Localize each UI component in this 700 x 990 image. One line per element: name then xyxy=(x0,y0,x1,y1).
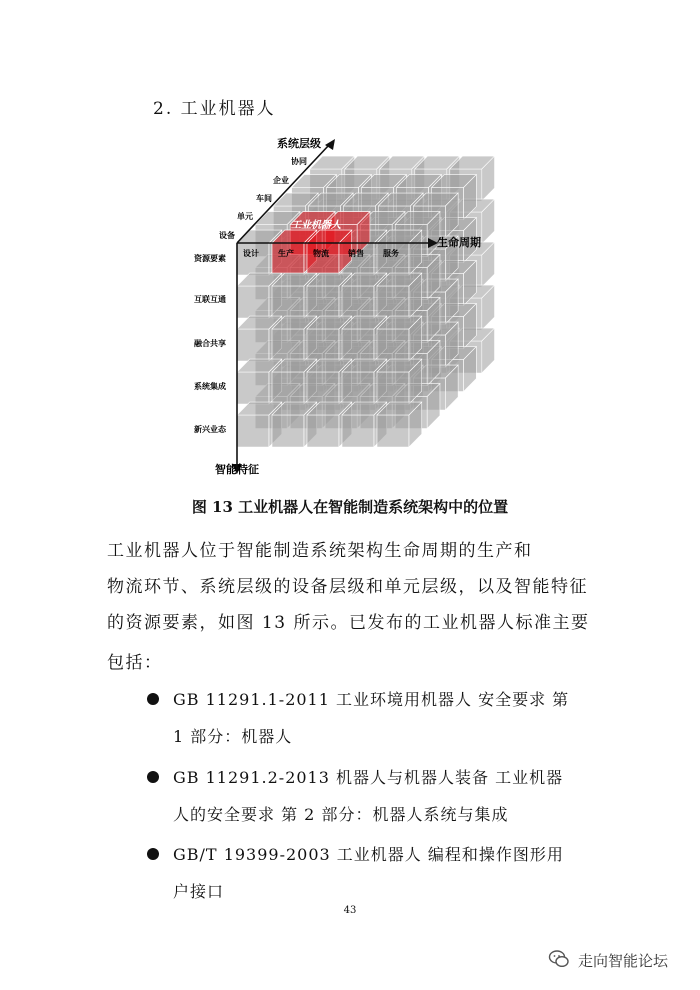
highlight-cube xyxy=(307,243,339,273)
paragraph-line: 包括： xyxy=(107,653,163,673)
highlight-label: 工业机器人 xyxy=(291,220,341,231)
system-level-label: 单元 xyxy=(237,212,253,221)
standard-item-line: GB 11291.2-2013 机器人与机器人装备 工业机器 xyxy=(173,768,564,787)
grid-cube xyxy=(237,415,269,447)
paragraph-line: 工业机器人位于智能制造系统架构生命周期的生产和 xyxy=(107,541,533,561)
standard-item-line: GB 11291.1-2011 工业环境用机器人 安全要求 第 xyxy=(173,690,570,709)
grid-cube xyxy=(377,415,409,447)
feature-label: 融合共享 xyxy=(194,339,226,348)
grid-cube xyxy=(237,372,269,404)
grid-cube xyxy=(237,329,269,361)
grid-cube xyxy=(342,329,374,361)
lifecycle-label: 生产 xyxy=(278,249,294,258)
architecture-cube-figure xyxy=(185,130,505,480)
bullet-dot xyxy=(147,848,159,860)
watermark-text: 走向智能论坛 xyxy=(578,952,669,970)
axis-top-label: 系统层级 xyxy=(277,137,321,150)
axis-right-label: 生命周期 xyxy=(437,236,481,249)
bullet-dot xyxy=(147,771,159,783)
lifecycle-label: 设计 xyxy=(243,249,259,258)
system-level-label: 协同 xyxy=(291,157,307,166)
section-heading: 2. 工业机器人 xyxy=(153,99,276,119)
grid-cube xyxy=(272,286,304,318)
grid-cube xyxy=(377,243,409,275)
standard-item-line: 户接口 xyxy=(173,882,225,901)
system-level-label: 企业 xyxy=(273,176,289,185)
lifecycle-label: 服务 xyxy=(383,249,399,258)
paragraph-line: 物流环节、系统层级的设备层级和单元层级，以及智能特征 xyxy=(107,577,588,597)
grid-cube xyxy=(272,329,304,361)
standard-item-line: 1 部分：机器人 xyxy=(173,727,293,746)
system-level-label: 设备 xyxy=(219,231,235,240)
grid-cube xyxy=(377,372,409,404)
system-level-label: 车间 xyxy=(256,194,272,203)
grid-cube xyxy=(377,286,409,318)
grid-cube xyxy=(377,329,409,361)
bullet-dot xyxy=(147,693,159,705)
axis-bottom-label: 智能特征 xyxy=(215,463,259,476)
lifecycle-label: 销售 xyxy=(348,249,364,258)
grid-cube xyxy=(307,372,339,404)
lifecycle-label: 物流 xyxy=(313,249,329,258)
grid-cube xyxy=(307,329,339,361)
feature-label: 新兴业态 xyxy=(194,425,226,434)
page-number: 43 xyxy=(343,905,357,916)
grid-cube xyxy=(272,372,304,404)
feature-label: 系统集成 xyxy=(194,382,226,391)
grid-cube xyxy=(342,372,374,404)
wechat-icon xyxy=(548,948,570,970)
standard-item-line: 人的安全要求 第 2 部分：机器人系统与集成 xyxy=(173,805,509,824)
grid-cube xyxy=(237,243,269,275)
figure-caption: 图 13 工业机器人在智能制造系统架构中的位置 xyxy=(191,498,509,516)
paragraph-line: 的资源要素，如图 13 所示。已发布的工业机器人标准主要 xyxy=(107,613,590,633)
grid-cube xyxy=(342,286,374,318)
grid-cube xyxy=(307,415,339,447)
standard-item-line: GB/T 19399-2003 工业机器人 编程和操作图形用 xyxy=(173,845,564,864)
grid-cube xyxy=(272,415,304,447)
grid-cube xyxy=(342,415,374,447)
grid-cube xyxy=(307,286,339,318)
cube-grid xyxy=(237,156,495,447)
feature-label: 互联互通 xyxy=(194,295,226,304)
grid-cube xyxy=(237,286,269,318)
feature-label: 资源要素 xyxy=(194,254,226,263)
highlight-cube xyxy=(272,243,304,273)
